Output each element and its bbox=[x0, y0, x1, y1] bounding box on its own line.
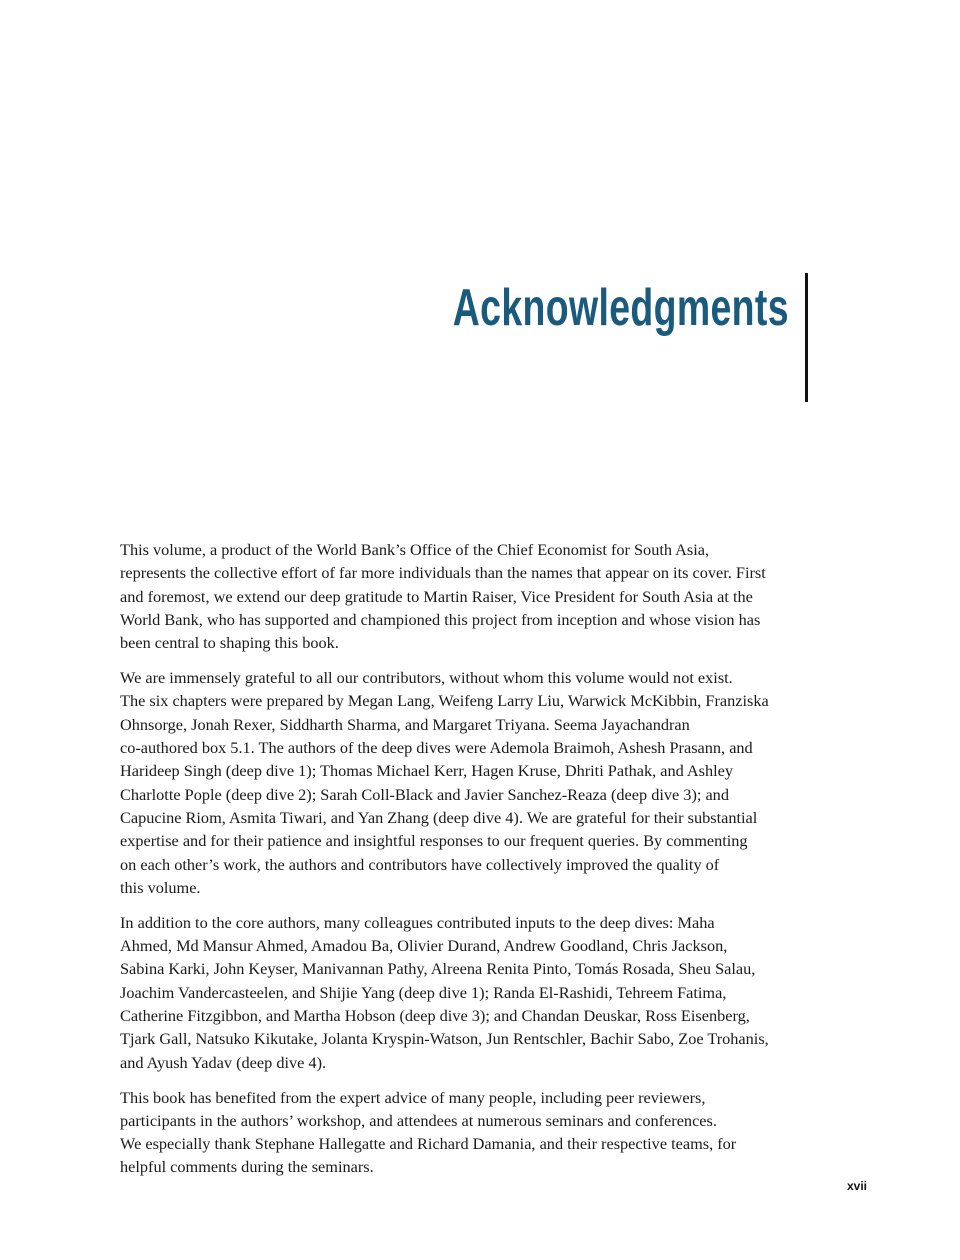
text-line: In addition to the core authors, many colleagues contributed inputs to the deep dives: Maha bbox=[120, 912, 715, 932]
text-line: and Ayush Yadav (deep dive 4). bbox=[120, 1052, 327, 1072]
paragraph bbox=[120, 666, 800, 899]
paragraph bbox=[120, 911, 800, 1074]
text-line: World Bank, who has supported and championed this project from inception and whose vision has bbox=[120, 609, 761, 629]
page-title: Acknowledgments bbox=[452, 279, 789, 337]
text-line: Tjark Gall, Natsuko Kikutake, Jolanta Kryspin-Watson, Jun Rentschler, Bachir Sabo, Zoe Trohanis, bbox=[120, 1029, 769, 1049]
text-line: on each other’s work, the authors and contributors have collectively improved the quality of bbox=[120, 854, 720, 874]
text-line: This book has benefited from the expert advice of many people, including peer reviewers, bbox=[120, 1087, 706, 1107]
body-text bbox=[120, 538, 800, 1190]
text-line: expertise and for their patience and insightful responses to our frequent queries. By commenting bbox=[120, 831, 748, 851]
text-line: Sabina Karki, John Keyser, Manivannan Pathy, Alreena Renita Pinto, Tomás Rosada, Sheu Salau, bbox=[120, 959, 756, 979]
text-line: been central to shaping this book. bbox=[120, 633, 339, 653]
text-line: This volume, a product of the World Bank’s Office of the Chief Economist for South Asia, bbox=[120, 540, 710, 559]
text-line: Capucine Riom, Asmita Tiwari, and Yan Zhang (deep dive 4). We are grateful for their substantial bbox=[120, 807, 758, 827]
text-line: Harideep Singh (deep dive 1); Thomas Michael Kerr, Hagen Kruse, Dhriti Pathak, and Ashley bbox=[120, 761, 734, 781]
page-number: xvii bbox=[847, 1179, 868, 1193]
text-line: We are immensely grateful to all our contributors, without whom this volume would not exist. bbox=[120, 668, 733, 688]
text-line: We especially thank Stephane Hallegatte and Richard Damania, and their respective teams, for bbox=[120, 1134, 737, 1154]
paragraph bbox=[120, 1086, 800, 1179]
text-line: this volume. bbox=[120, 877, 201, 897]
paragraph bbox=[120, 538, 800, 654]
text-line: Charlotte Pople (deep dive 2); Sarah Coll-Black and Javier Sanchez-Reaza (deep dive 3); and bbox=[120, 784, 729, 804]
text-line: represents the collective effort of far more individuals than the names that appear on its cover. First bbox=[120, 563, 766, 583]
text-line: Ohnsorge, Jonah Rexer, Siddharth Sharma, and Margaret Triyana. Seema Jayachandran bbox=[120, 714, 690, 734]
text-line: participants in the authors’ workshop, and attendees at numerous seminars and conferences. bbox=[120, 1110, 717, 1130]
title-rule-divider bbox=[805, 273, 808, 402]
text-line: helpful comments during the seminars. bbox=[120, 1157, 374, 1177]
text-line: Ahmed, Md Mansur Ahmed, Amadou Ba, Olivier Durand, Andrew Goodland, Chris Jackson, bbox=[120, 936, 728, 956]
text-line: Catherine Fitzgibbon, and Martha Hobson (deep dive 3); and Chandan Deuskar, Ross Eisenberg, bbox=[120, 1006, 750, 1026]
text-line: and foremost, we extend our deep gratitude to Martin Raiser, Vice President for South Asia at the bbox=[120, 586, 753, 606]
text-line: co-authored box 5.1. The authors of the deep dives were Ademola Braimoh, Ashesh Prasann, and bbox=[120, 738, 753, 758]
text-line: Joachim Vandercasteelen, and Shijie Yang (deep dive 1); Randa El-Rashidi, Tehreem Fatima, bbox=[120, 982, 727, 1002]
text-line: The six chapters were prepared by Megan Lang, Weifeng Larry Liu, Warwick McKibbin, Franziska bbox=[120, 691, 769, 711]
